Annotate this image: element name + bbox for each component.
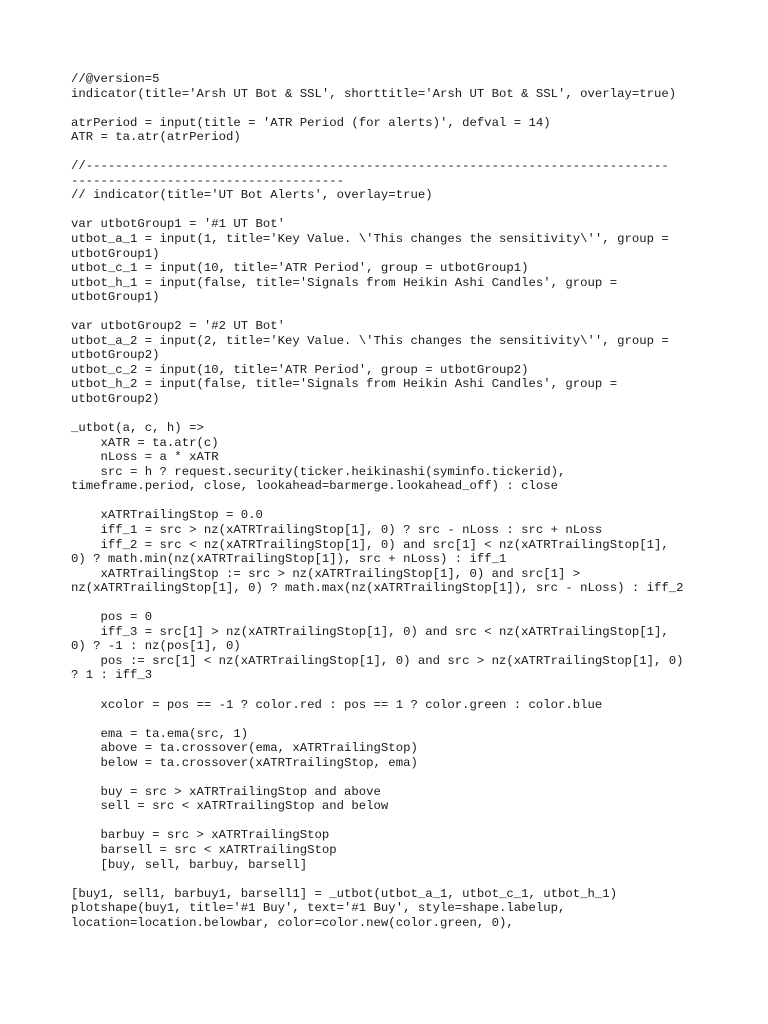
code-line: xATRTrailingStop := src > nz(xATRTrailingStop[1], 0) and src[1] > (71, 566, 581, 581)
code-line: barbuy = src > xATRTrailingStop (71, 828, 330, 843)
code-line: plotshape(buy1, title='#1 Buy', text='#1 Buy', style=shape.labelup, (71, 901, 566, 916)
code-line: 0) ? math.min(nz(xATRTrailingStop[1]), src + nLoss) : iff_1 (71, 552, 507, 567)
code-line: [buy1, sell1, barbuy1, barsell1] = _utbot(utbot_a_1, utbot_c_1, utbot_h_1) (71, 886, 618, 901)
code-line: //------------------------------------------------------------------------------- (71, 159, 669, 174)
code-line: utbotGroup1) (71, 290, 160, 305)
code-line: utbot_c_1 = input(10, title='ATR Period', group = utbotGroup1) (71, 261, 529, 276)
code-line: utbot_a_1 = input(1, title='Key Value. \'This changes the sensitivity\'', group = (71, 232, 669, 247)
code-line (71, 770, 711, 785)
code-line: 0) ? -1 : nz(pos[1], 0) (71, 639, 241, 654)
code-line (71, 407, 711, 422)
code-line: var utbotGroup1 = '#1 UT Bot' (71, 217, 286, 232)
code-line: //@version=5 (71, 72, 160, 86)
code-line: utbot_h_2 = input(false, title='Signals from Heikin Ashi Candles', group = (71, 377, 618, 392)
code-line (71, 814, 711, 829)
code-line: ? 1 : iff_3 (71, 668, 153, 683)
code-line: utbot_a_2 = input(2, title='Key Value. \'This changes the sensitivity\'', group = (71, 333, 669, 348)
code-line: iff_3 = src[1] > nz(xATRTrailingStop[1], 0) and src < nz(xATRTrailingStop[1], (71, 624, 669, 639)
code-line: pos = 0 (71, 610, 153, 625)
code-line: iff_2 = src < nz(xATRTrailingStop[1], 0) and src[1] < nz(xATRTrailingStop[1], (71, 537, 669, 552)
code-line (71, 305, 711, 320)
code-line: var utbotGroup2 = '#2 UT Bot' (71, 319, 286, 334)
code-block (71, 72, 711, 930)
code-line: iff_1 = src > nz(xATRTrailingStop[1], 0) ? src - nLoss : src + nLoss (71, 522, 603, 537)
code-line: nz(xATRTrailingStop[1], 0) ? math.max(nz(xATRTrailingStop[1]), src - nLoss) : iff_2 (71, 581, 684, 596)
code-line: atrPeriod = input(title = 'ATR Period (for alerts)', defval = 14) (71, 115, 551, 130)
code-line: xATRTrailingStop = 0.0 (71, 508, 263, 523)
code-line: utbot_h_1 = input(false, title='Signals from Heikin Ashi Candles', group = (71, 275, 618, 290)
code-line (71, 872, 711, 887)
code-line: _utbot(a, c, h) => (71, 421, 204, 436)
code-line (71, 494, 711, 509)
code-line: utbotGroup2) (71, 348, 160, 363)
code-line: // indicator(title='UT Bot Alerts', overlay=true) (71, 188, 433, 203)
code-line: indicator(title='Arsh UT Bot & SSL', shorttitle='Arsh UT Bot & SSL', overlay=true) (71, 86, 677, 101)
code-line: [buy, sell, barbuy, barsell] (71, 857, 308, 872)
code-line: utbotGroup1) (71, 246, 160, 261)
code-line: below = ta.crossover(xATRTrailingStop, ema) (71, 755, 418, 770)
code-line: ATR = ta.atr(atrPeriod) (71, 130, 241, 145)
code-line: barsell = src < xATRTrailingStop (71, 842, 337, 857)
code-line: timeframe.period, close, lookahead=barmerge.lookahead_off) : close (71, 479, 559, 494)
code-line: ------------------------------------- (71, 173, 345, 188)
code-line: above = ta.crossover(ema, xATRTrailingStop) (71, 741, 418, 756)
code-line: utbot_c_2 = input(10, title='ATR Period', group = utbotGroup2) (71, 362, 529, 377)
code-line: xcolor = pos == -1 ? color.red : pos == 1 ? color.green : color.blue (71, 697, 603, 712)
code-line: utbotGroup2) (71, 392, 160, 407)
code-line: ema = ta.ema(src, 1) (71, 726, 249, 741)
code-line (71, 145, 711, 160)
code-line: location=location.belowbar, color=color.new(color.green, 0), (71, 915, 514, 930)
code-line: buy = src > xATRTrailingStop and above (71, 784, 381, 799)
code-line: pos := src[1] < nz(xATRTrailingStop[1], 0) and src > nz(xATRTrailingStop[1], 0) (71, 653, 684, 668)
code-line (71, 101, 711, 116)
code-line (71, 712, 711, 727)
code-line (71, 596, 711, 611)
code-line: nLoss = a * xATR (71, 450, 219, 465)
code-line: xATR = ta.atr(c) (71, 435, 219, 450)
code-line (71, 203, 711, 218)
code-line: sell = src < xATRTrailingStop and below (71, 799, 389, 814)
code-line: src = h ? request.security(ticker.heikinashi(syminfo.tickerid), (71, 464, 566, 479)
code-line (71, 683, 711, 698)
